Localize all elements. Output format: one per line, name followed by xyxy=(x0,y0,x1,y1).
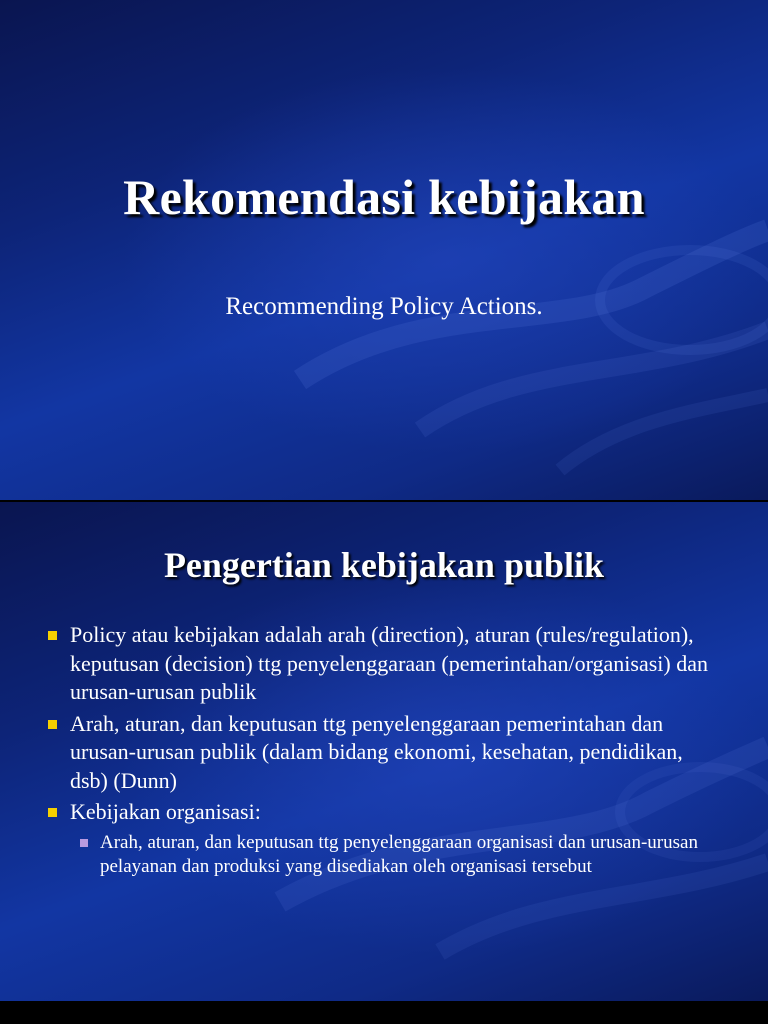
square-bullet-icon xyxy=(48,631,57,640)
bullet-item xyxy=(44,798,724,880)
bullet-text: Arah, aturan, dan keputusan ttg penyelenggaraan pemerintahan dan urusan-urusan publik (dalam bidang ekonomi, kesehatan, pendidikan, dsb) (Dunn) xyxy=(70,710,683,793)
slide-2 xyxy=(0,502,768,1001)
sub-bullet-item xyxy=(70,831,724,880)
sub-bullet-text: Arah, aturan, dan keputusan ttg penyelenggaraan organisasi dan urusan-urusan pelayanan dan produksi yang disediakan oleh organisasi tersebut xyxy=(100,831,698,877)
bullet-item xyxy=(44,621,724,707)
slide-1 xyxy=(0,0,768,500)
square-bullet-icon xyxy=(48,808,57,817)
slide-subtitle: Recommending Policy Actions. xyxy=(225,293,543,320)
bullet-item xyxy=(44,710,724,796)
bullet-text: Policy atau kebijakan adalah arah (direction), aturan (rules/regulation), keputusan (decision) ttg penyelenggaraan (pemerintahan/organisasi) dan urusan-urusan publik xyxy=(70,622,708,704)
slide-title: Rekomendasi kebijakan xyxy=(123,169,645,225)
background-swirl-decoration xyxy=(0,0,768,500)
square-sub-bullet-icon xyxy=(80,839,88,847)
bullet-list xyxy=(44,621,724,883)
square-bullet-icon xyxy=(48,720,57,729)
slide-title: Pengertian kebijakan publik xyxy=(163,545,605,585)
bullet-text: Kebijakan organisasi: xyxy=(70,799,261,824)
sub-bullet-list xyxy=(70,831,724,880)
